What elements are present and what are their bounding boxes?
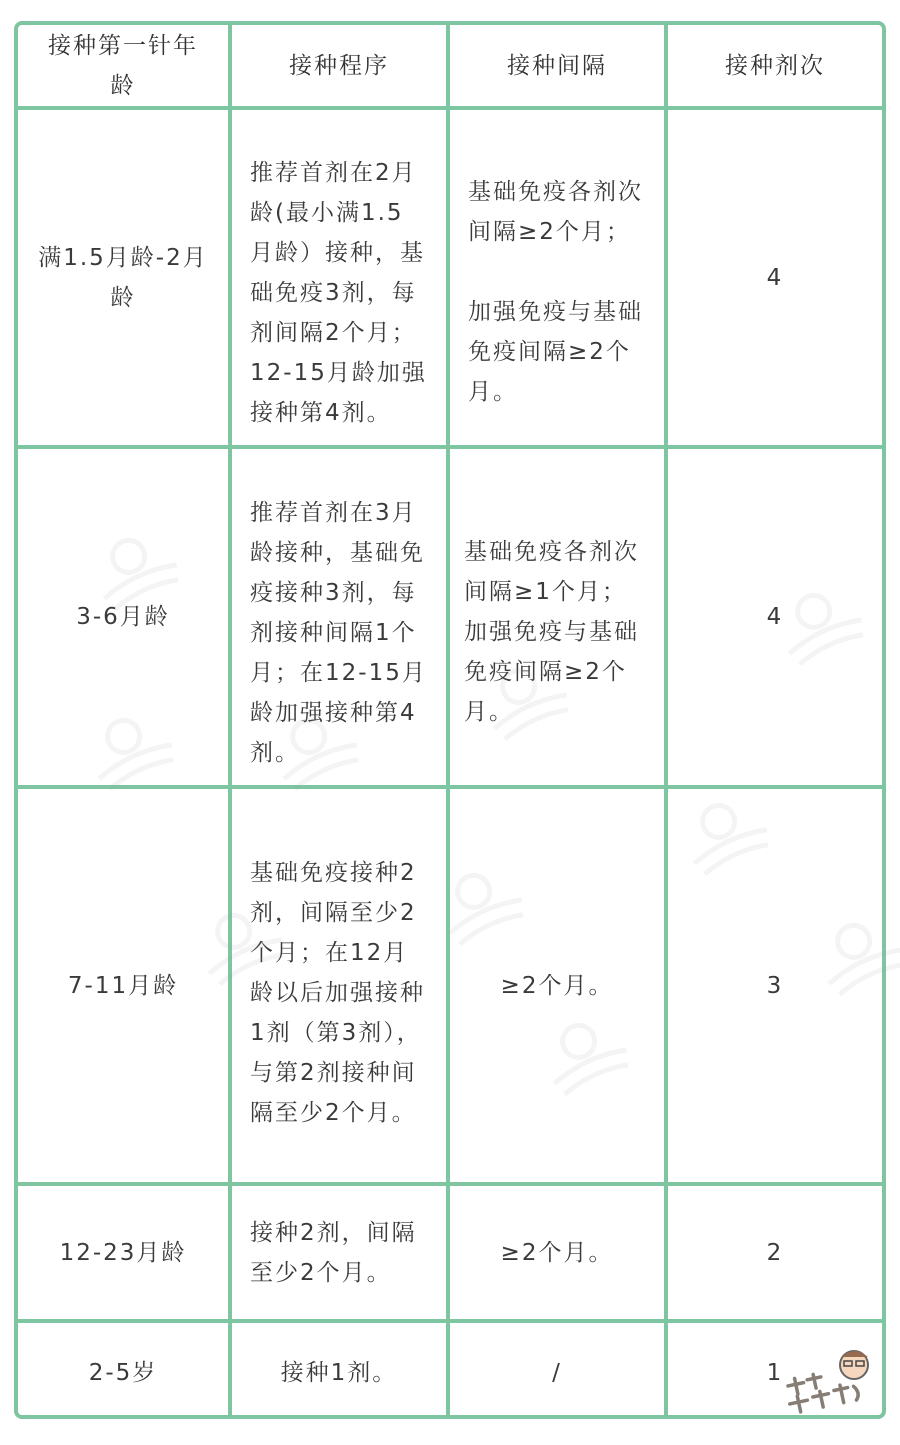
header-interval: 接种间隔 [448, 25, 666, 108]
interval-primary-text: 基础免疫各剂次间隔≥2个月； [468, 178, 643, 245]
procedure-cell: 基础免疫接种2剂，间隔至少2个月；在12月龄以后加强接种1剂（第3剂），与第2剂接种间隔至少2个月。 [230, 787, 448, 1184]
interval-booster-text: 加强免疫与基础免疫间隔≥2个月。 [468, 298, 643, 405]
table-row [18, 787, 882, 1184]
table-row [18, 447, 882, 787]
interval-cell: ≥2个月。 [448, 1184, 666, 1321]
brand-logo-icon [782, 1347, 882, 1417]
dose-count-cell: 1 [666, 1321, 882, 1419]
table-row [18, 1184, 882, 1321]
table-row [18, 108, 882, 447]
age-cell: 满1.5月龄-2月龄 [18, 108, 230, 447]
vaccination-schedule-table [18, 25, 882, 1419]
interval-cell [448, 108, 666, 447]
procedure-cell: 推荐首剂在3月龄接种，基础免疫接种3剂，每剂接种间隔1个月；在12-15月龄加强接种第4剂。 [230, 447, 448, 787]
interval-cell: ≥2个月。 [448, 787, 666, 1184]
dose-count-cell: 4 [666, 108, 882, 447]
header-first-dose-age: 接种第一针年龄 [18, 25, 230, 108]
age-cell: 12-23月龄 [18, 1184, 230, 1321]
table-row [18, 1321, 882, 1419]
procedure-cell: 接种2剂，间隔至少2个月。 [230, 1184, 448, 1321]
dose-count-cell: 3 [666, 787, 882, 1184]
dose-count-cell: 2 [666, 1184, 882, 1321]
dose-count-cell: 4 [666, 447, 882, 787]
interval-cell: 基础免疫各剂次间隔≥1个月；加强免疫与基础免疫间隔≥2个月。 [448, 447, 666, 787]
age-cell: 7-11月龄 [18, 787, 230, 1184]
header-row [18, 25, 882, 108]
vaccination-schedule-frame [14, 21, 886, 1419]
interval-cell: / [448, 1321, 666, 1419]
procedure-cell: 推荐首剂在2月龄(最小满1.5月龄）接种，基础免疫3剂，每剂间隔2个月；12-15月龄加强接种第4剂。 [230, 108, 448, 447]
header-schedule: 接种程序 [230, 25, 448, 108]
procedure-cell: 接种1剂。 [230, 1321, 448, 1419]
age-cell: 2-5岁 [18, 1321, 230, 1419]
header-dose-count: 接种剂次 [666, 25, 882, 108]
age-cell: 3-6月龄 [18, 447, 230, 787]
